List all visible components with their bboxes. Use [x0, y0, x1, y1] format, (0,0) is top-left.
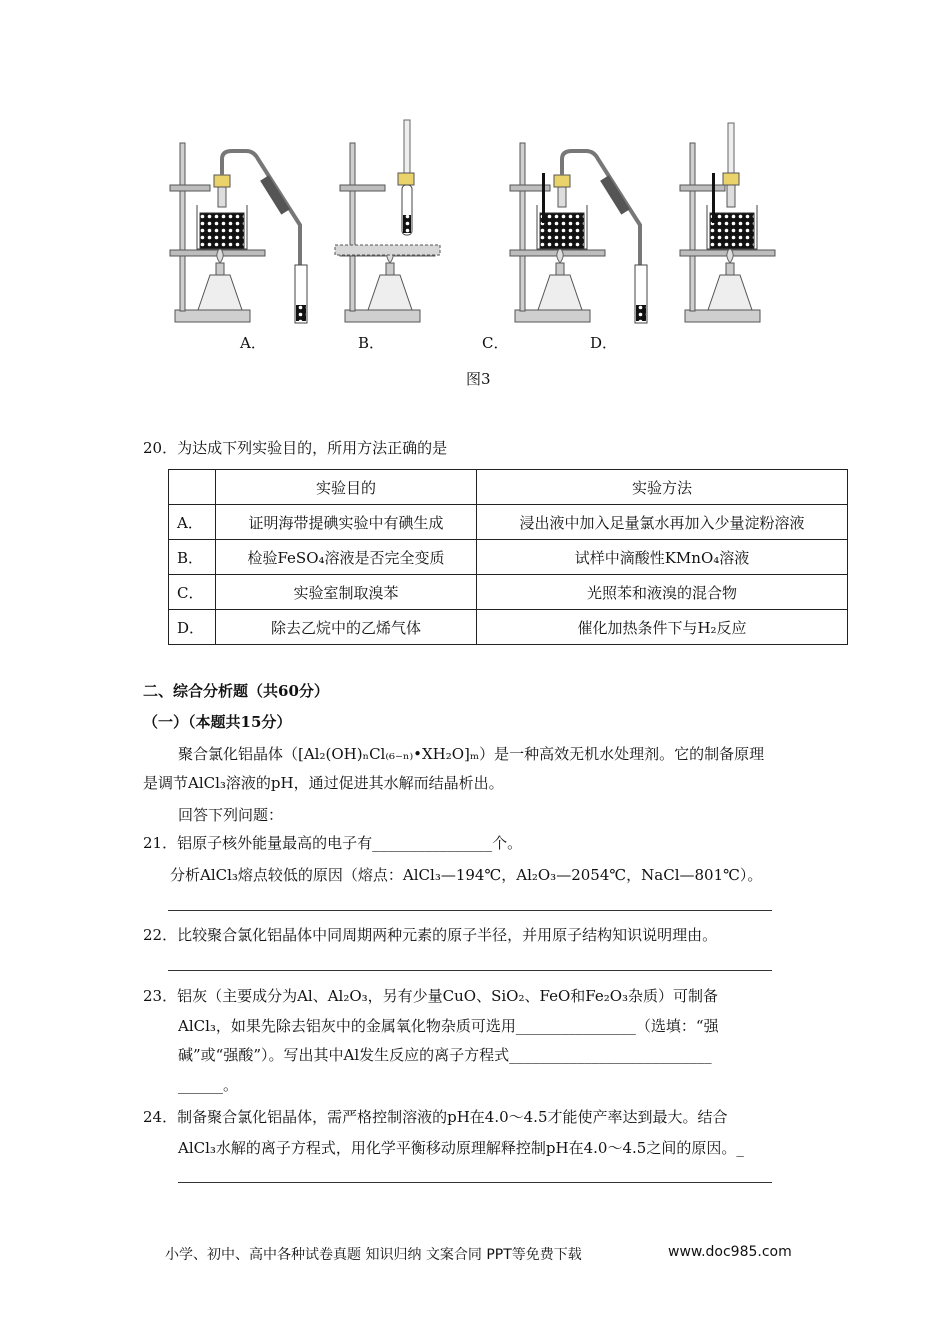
table-row [169, 575, 848, 610]
q23-line-3: 碱”或“强酸”）。写出其中Al发生反应的离子方程式___________________________ [178, 1046, 712, 1064]
apparatus-b [335, 120, 440, 322]
table-header-row [169, 470, 848, 505]
option-label: A． [169, 505, 216, 540]
option-purpose: 除去乙烷中的乙烯气体 [216, 610, 477, 645]
q20-table [168, 469, 848, 645]
option-purpose: 检验FeSO₄溶液是否完全变质 [216, 540, 477, 575]
part-title: （一）（本题共15分） [143, 713, 292, 731]
figure-label-b: B． [358, 334, 385, 352]
section-title: 二、综合分析题（共60分） [143, 682, 329, 700]
table-header-purpose: 实验目的 [216, 470, 477, 505]
table-header-method: 实验方法 [477, 470, 848, 505]
q23-line-4: ______。 [178, 1076, 239, 1094]
figure-caption: 图3 [466, 370, 491, 388]
table-header-blank [169, 470, 216, 505]
option-label: D． [169, 610, 216, 645]
option-method: 催化加热条件下与H₂反应 [477, 610, 848, 645]
q23-line-2: AlCl₃，如果先除去铝灰中的金属氧化物杂质可选用________________（选填：“强 [178, 1017, 719, 1035]
table-row [169, 540, 848, 575]
option-purpose: 实验室制取溴苯 [216, 575, 477, 610]
footer-url[interactable]: www.doc985.com [668, 1244, 792, 1260]
option-method: 试样中滴酸性KMnO₄溶液 [477, 540, 848, 575]
option-label: C． [169, 575, 216, 610]
q20-stem: 20．为达成下列实验目的，所用方法正确的是 [143, 439, 448, 457]
apparatus-a [170, 143, 307, 323]
footer-text: 小学、初中、高中各种试卷真题 知识归纳 文案合同 PPT等免费下载 [165, 1247, 582, 1263]
answer-line [178, 1182, 772, 1183]
option-method: 浸出液中加入足量氯水再加入少量淀粉溶液 [477, 505, 848, 540]
option-method: 光照苯和液溴的混合物 [477, 575, 848, 610]
apparatus-c [510, 143, 647, 323]
answer-line [168, 970, 772, 971]
answer-line [168, 910, 772, 911]
table-row [169, 505, 848, 540]
apparatus-figure [150, 115, 830, 330]
table-row [169, 610, 848, 645]
q23-line-1: 23．铝灰（主要成分为Al、Al₂O₃，另有少量CuO、SiO₂、FeO和Fe₂O₃杂质）可制备 [143, 987, 719, 1005]
figure-label-d: D． [590, 334, 618, 352]
q24-line-2: AlCl₃水解的离子方程式，用化学平衡移动原理解释控制pH在4.0～4.5之间的原因。_ [178, 1139, 744, 1157]
q21-line-1: 21．铝原子核外能量最高的电子有________________个。 [143, 834, 523, 852]
figure-label-c: C． [482, 334, 509, 352]
figure-label-a: A． [240, 334, 266, 352]
option-label: B． [169, 540, 216, 575]
intro-line-1: 聚合氯化铝晶体（[Al₂(OH)ₙCl₍₆₋ₙ₎•XH₂O]ₘ）是一种高效无机水处理剂。它的制备原理 [178, 745, 765, 763]
option-purpose: 证明海带提碘实验中有碘生成 [216, 505, 477, 540]
q22-line-1: 22．比较聚合氯化铝晶体中同周期两种元素的原子半径，并用原子结构知识说明理由。 [143, 926, 718, 944]
q24-line-1: 24．制备聚合氯化铝晶体，需严格控制溶液的pH在4.0～4.5才能使产率达到最大。结合 [143, 1108, 728, 1126]
answer-prompt: 回答下列问题： [178, 806, 284, 824]
intro-line-2: 是调节AlCl₃溶液的pH，通过促进其水解而结晶析出。 [143, 774, 504, 792]
apparatus-d [680, 123, 775, 322]
q21-line-2: 分析AlCl₃熔点较低的原因（熔点：AlCl₃—194℃，Al₂O₃—2054℃，NaCl—801℃）。 [170, 866, 763, 884]
